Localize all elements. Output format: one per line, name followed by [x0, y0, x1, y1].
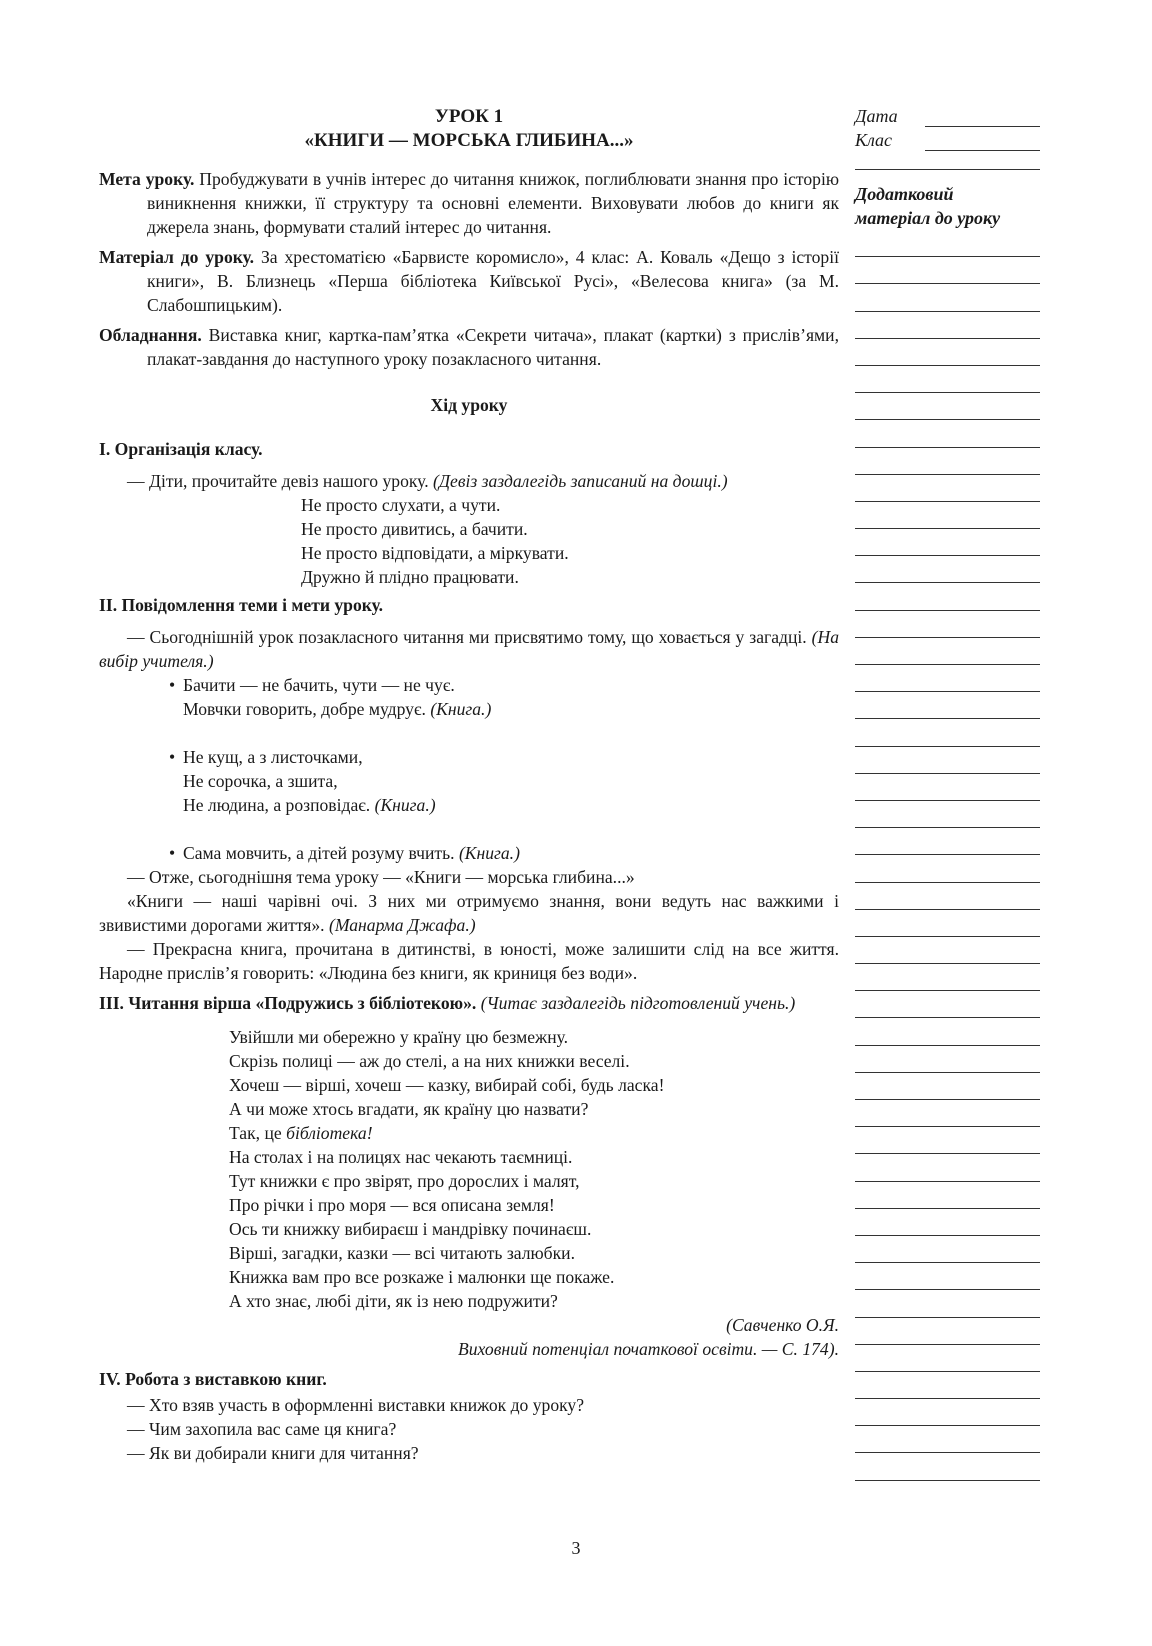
note-line[interactable] [855, 774, 1040, 801]
note-line[interactable] [855, 1127, 1040, 1154]
theme-line: — Отже, сьогоднішня тема уроку — «Книги — морська глибина...» [127, 867, 635, 887]
section-1-title: I. Організація класу. [99, 439, 263, 459]
equipment-label: Обладнання. [99, 325, 202, 345]
note-line[interactable] [855, 1046, 1040, 1073]
note-line[interactable] [855, 339, 1040, 366]
note-line[interactable] [855, 420, 1040, 447]
note-line[interactable] [855, 964, 1040, 991]
note-line[interactable] [855, 448, 1040, 475]
motto-line: Дружно й плідно працювати. [301, 567, 519, 587]
note-line[interactable] [855, 692, 1040, 719]
note-line[interactable] [855, 1345, 1040, 1372]
note-line[interactable] [855, 393, 1040, 420]
note-line[interactable] [855, 284, 1040, 311]
note-line[interactable] [855, 1236, 1040, 1263]
motto-line: Не просто відповідати, а міркувати. [301, 543, 569, 563]
note-line[interactable] [855, 801, 1040, 828]
note-line[interactable] [855, 1453, 1040, 1480]
note-lines[interactable] [855, 230, 1040, 1481]
date-field[interactable] [855, 105, 1040, 127]
equipment-block [99, 323, 839, 371]
note-line[interactable] [855, 1263, 1040, 1290]
riddle-2: • Не кущ, а з листочками, Не сорочка, а зшита, Не людина, а розповідає. (Книга.) [169, 747, 436, 815]
question: — Як ви добирали книги для читання? [127, 1443, 419, 1463]
note-line[interactable] [855, 1100, 1040, 1127]
lesson-number: УРОК 1 [434, 106, 504, 127]
note-line[interactable] [855, 1372, 1040, 1399]
note-line[interactable] [855, 611, 1040, 638]
note-line[interactable] [855, 1154, 1040, 1181]
motto [99, 493, 839, 589]
note-line[interactable] [855, 747, 1040, 774]
material-text: За хрестоматією «Барвисте коромисло», 4 клас: А. Коваль «Дещо з історії книги», В. Близнець «Перша бібліотека Київської Русі», «Велесова книга» (за М. Слабошпицьким). [147, 247, 839, 315]
course-heading: Хід уроку [430, 395, 508, 415]
note-line[interactable] [855, 1399, 1040, 1426]
poem: Увійшли ми обережно у країну цю безмежну. Скрізь полиці — аж до стелі, а на них книжки веселі. Хочеш — вірші, хочеш — казку, вибирай собі, будь ласка! А чи може хтось вгадати, як країну цю назвати? Так, це бібліотека! На столах і на полицях нас чекають таємниці. Тут книжки є про звірят, про дорослих і малят, Про річки і про моря — вся описана земля! Ось ти книжку вибираєш і мандрівку починаєш. Вірші, загадки, казки — всі читають залюбки. Книжка вам про все розкаже і малюнки ще покаже. А хто знає, любі діти, як із нею подружити? [229, 1027, 665, 1311]
equipment-text: Виставка книг, картка-пам’ятка «Секрети читача», плакат (картки) з прислів’ями, плакат-завдання до наступного уроку позакласного читання. [147, 325, 839, 369]
motto-line: Не просто дивитись, а бачити. [301, 519, 528, 539]
note-line[interactable] [855, 366, 1040, 393]
section-3-title: III. Читання вірша «Подружись з бібліотекою». (Читає заздалегідь підготовлений учень.) [99, 993, 796, 1013]
sidebar-notes [855, 105, 1040, 1481]
extra-material-heading: Додатковий матеріал до уроку [855, 184, 1001, 228]
note-line[interactable] [855, 991, 1040, 1018]
question: — Хто взяв участь в оформленні виставки книжок до уроку? [127, 1395, 585, 1415]
note-line[interactable] [855, 910, 1040, 937]
note-line[interactable] [855, 937, 1040, 964]
note-line[interactable] [855, 883, 1040, 910]
lesson-title: «КНИГИ — МОРСЬКА ГЛИБИНА...» [304, 130, 634, 151]
note-line[interactable] [855, 556, 1040, 583]
note-line[interactable] [855, 828, 1040, 855]
riddle-3: • Сама мовчить, а дітей розуму вчить. (Книга.) [169, 843, 520, 863]
note-line[interactable] [855, 1073, 1040, 1100]
note-line[interactable] [855, 719, 1040, 746]
poem-attribution-author: (Савченко О.Я. [726, 1315, 839, 1335]
note-line[interactable] [855, 583, 1040, 610]
note-line[interactable] [855, 665, 1040, 692]
poem-attribution-source: Виховний потенціал початкової освіти. — С. 174). [458, 1339, 839, 1359]
note-line[interactable] [855, 1290, 1040, 1317]
material-block [99, 245, 839, 317]
riddle-1: • Бачити — не бачить, чути — не чує. Мовчки говорить, добре мудрує. (Книга.) [169, 675, 492, 719]
goal-text: Пробуджувати в учнів інтерес до читання книжок, поглиблювати знання про історію виникнення книжки, її структуру та основні елементи. Виховувати любов до книги як джерела знань, формувати сталий інтерес до читання. [147, 169, 840, 237]
note-line[interactable] [855, 1318, 1040, 1345]
class-field[interactable] [855, 129, 1040, 151]
note-line[interactable] [855, 638, 1040, 665]
class-label: Клас [855, 130, 893, 150]
goal-block [99, 167, 839, 239]
note-line[interactable] [855, 529, 1040, 556]
lesson-content [99, 105, 839, 1465]
note-line[interactable] [855, 1018, 1040, 1045]
date-label: Дата [855, 106, 898, 126]
note-line[interactable] [855, 312, 1040, 339]
note-line[interactable] [855, 230, 1040, 257]
note-line[interactable] [855, 475, 1040, 502]
goal-label: Мета уроку. [99, 169, 195, 189]
quote: «Книги — наші чарівні очі. З них ми отримуємо знання, вони ведуть нас важкими і звивистими дорогами життя». (Манарма Джафа.) [99, 891, 839, 935]
note-line[interactable] [855, 502, 1040, 529]
page-number: 3 [571, 1538, 581, 1558]
section-1-intro: — Діти, прочитайте девіз нашого уроку. (Девіз заздалегідь записаний на дошці.) [127, 471, 728, 491]
note-line[interactable] [855, 1182, 1040, 1209]
question: — Чим захопила вас саме ця книга? [127, 1419, 397, 1439]
note-line[interactable] [855, 855, 1040, 882]
motto-line: Не просто слухати, а чути. [301, 495, 501, 515]
note-line[interactable] [855, 257, 1040, 284]
blank-line[interactable] [855, 153, 1040, 170]
note-line[interactable] [855, 1426, 1040, 1453]
section-2-title: II. Повідомлення теми і мети уроку. [99, 595, 384, 615]
section-2-intro: — Сьогоднішній урок позакласного читання ми присвятимо тому, що ховається у загадці. (На вибір учителя.) [99, 627, 840, 671]
material-label: Матеріал до уроку. [99, 247, 255, 267]
proverb: — Прекрасна книга, прочитана в дитинстві, в юності, може залишити слід на все життя. Народне прислів’я говорить: «Людина без книги, як криниця без води». [99, 939, 839, 983]
section-4-title: IV. Робота з виставкою книг. [99, 1369, 327, 1389]
note-line[interactable] [855, 1209, 1040, 1236]
